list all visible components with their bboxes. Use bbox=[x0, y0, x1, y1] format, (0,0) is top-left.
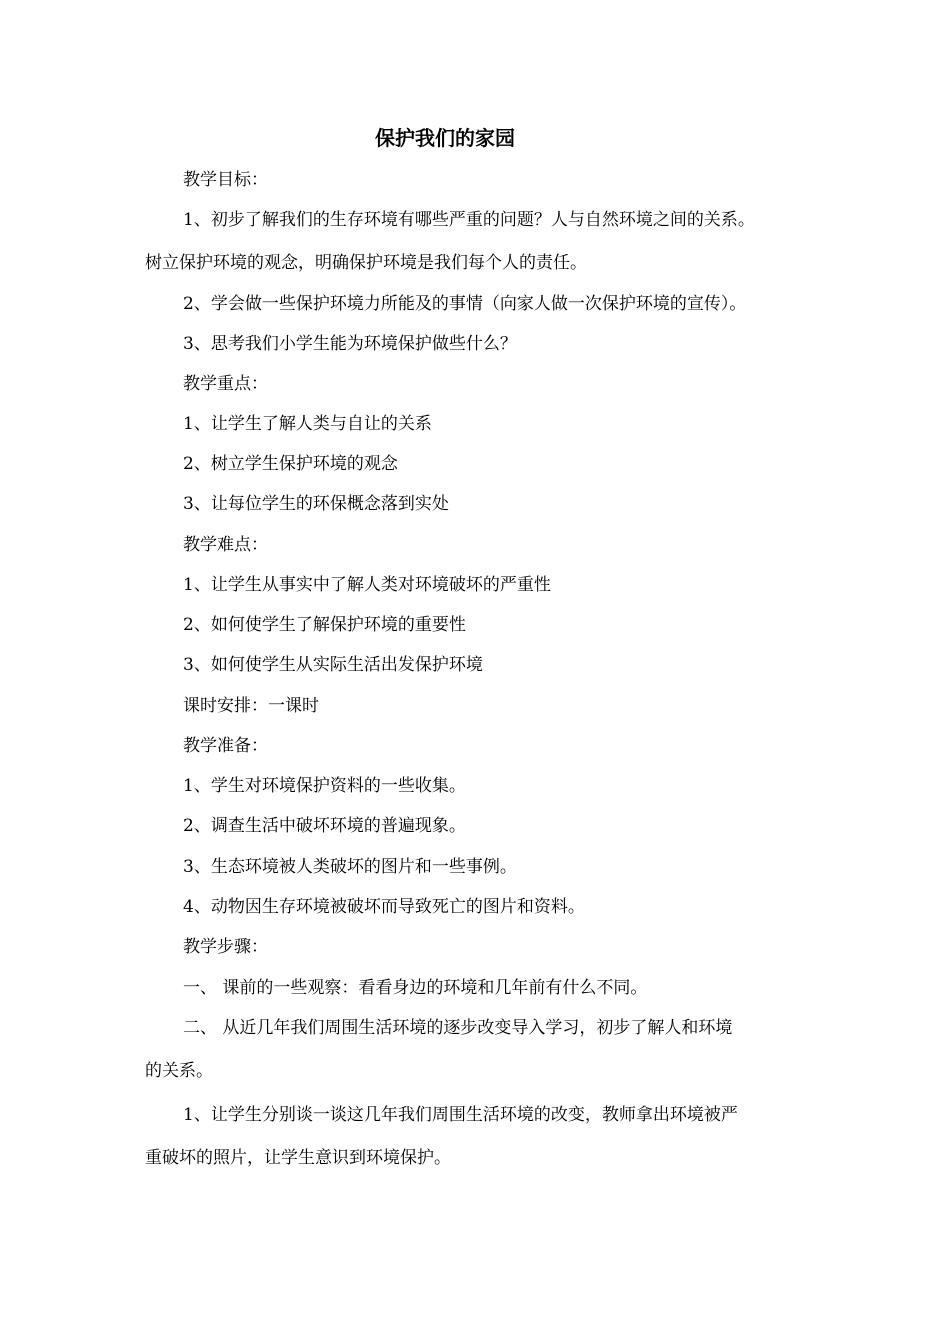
heading-difficulties: 教学难点： bbox=[183, 535, 268, 555]
heading-steps: 教学步骤： bbox=[183, 937, 268, 957]
goal-2: 2、学会做一些保护环境力所能及的事情（向家人做一次保护环境的宣传）。 bbox=[183, 294, 747, 314]
step-2-line-2: 的关系。 bbox=[145, 1061, 213, 1081]
difficulty-2: 2、如何使学生了解保护环境的重要性 bbox=[183, 615, 466, 635]
sub-step-1-line-1: 1、让学生分别谈一谈这几年我们周围生活环境的改变，教师拿出环境被严 bbox=[183, 1105, 738, 1125]
preparation-3: 3、生态环境被人类破坏的图片和一些事例。 bbox=[183, 857, 517, 877]
step-2-line-1: 二、 从近几年我们周围生活环境的逐步改变导入学习，初步了解人和环境 bbox=[183, 1018, 733, 1038]
key-point-2: 2、树立学生保护环境的观念 bbox=[183, 454, 398, 474]
heading-teaching-goals: 教学目标： bbox=[183, 170, 268, 190]
difficulty-3: 3、如何使学生从实际生活出发保护环境 bbox=[183, 655, 483, 675]
heading-key-points: 教学重点： bbox=[183, 374, 268, 394]
preparation-1: 1、学生对环境保护资料的一些收集。 bbox=[183, 776, 466, 796]
key-point-3: 3、让每位学生的环保概念落到实处 bbox=[183, 494, 449, 514]
heading-preparation: 教学准备： bbox=[183, 736, 268, 756]
preparation-2: 2、调查生活中破坏环境的普遍现象。 bbox=[183, 816, 466, 836]
step-1: 一、 课前的一些观察：看看身边的环境和几年前有什么不同。 bbox=[183, 978, 648, 998]
difficulty-1: 1、让学生从事实中了解人类对环境破坏的严重性 bbox=[183, 575, 551, 595]
sub-step-1-line-2: 重破坏的照片，让学生意识到环境保护。 bbox=[145, 1148, 451, 1168]
preparation-4: 4、动物因生存环境被破坏而导致死亡的图片和资料。 bbox=[183, 897, 585, 917]
goal-3: 3、思考我们小学生能为环境保护做些什么？ bbox=[183, 334, 517, 354]
goal-1-line-1: 1、初步了解我们的生存环境有哪些严重的问题？人与自然环境之间的关系。 bbox=[183, 210, 755, 230]
key-point-1: 1、让学生了解人类与自让的关系 bbox=[183, 414, 432, 434]
goal-1-line-2: 树立保护环境的观念，明确保护环境是我们每个人的责任。 bbox=[145, 253, 587, 273]
document-title: 保护我们的家园 bbox=[375, 126, 515, 150]
class-schedule: 课时安排：一课时 bbox=[183, 696, 319, 716]
